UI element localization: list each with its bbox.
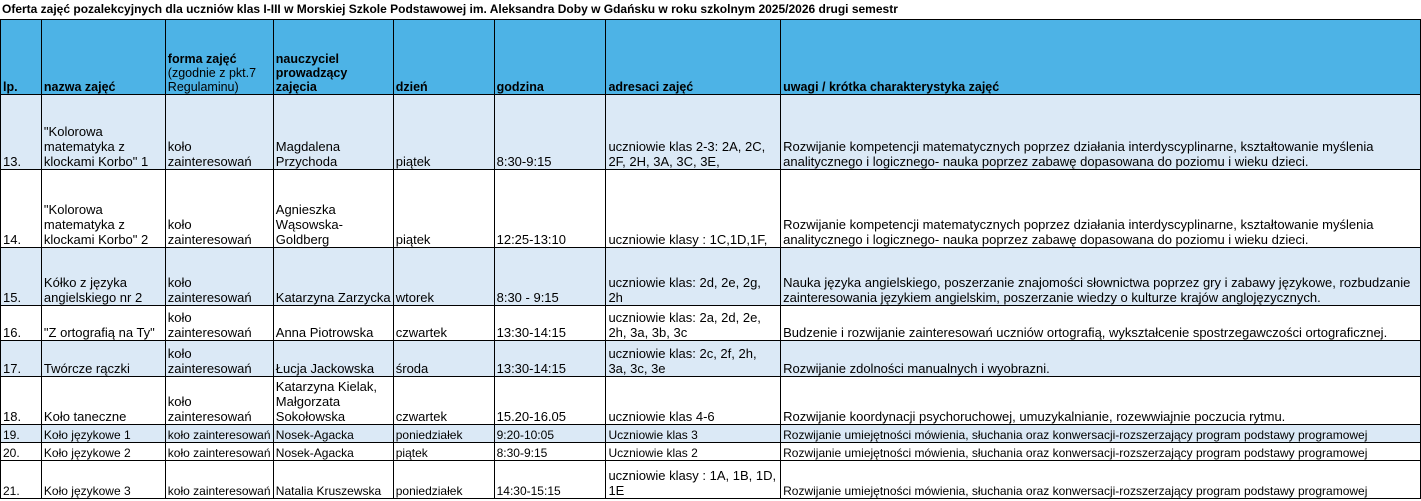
cell-adresaci[interactable]: Uczniowie klas 3 [606, 425, 781, 443]
cell-uwagi[interactable]: Rozwijanie umiejętności mówienia, słuchania oraz konwersacji-rozszerzający program podstawy programowej [781, 461, 1421, 499]
cell-godzina[interactable]: 13:30-14:15 [494, 341, 606, 377]
cell-lp[interactable]: 18. [1, 377, 42, 425]
cell-nazwa[interactable]: Koło taneczne [41, 377, 165, 425]
cell-adresaci[interactable]: Uczniowie klas 2 [606, 443, 781, 461]
cell-forma[interactable]: koło zainteresowań [165, 461, 273, 499]
cell-nauczyciel[interactable]: Anna Piotrowska [273, 306, 393, 341]
header-nazwa[interactable]: nazwa zajęć [41, 20, 165, 95]
cell-dzien[interactable]: piątek [393, 170, 494, 248]
cell-nauczyciel[interactable]: Łucja Jackowska [273, 341, 393, 377]
cell-forma[interactable]: koło zainteresowań [165, 377, 273, 425]
header-forma-sub: (zgodnie z pkt.7 Regulaminu) [167, 66, 257, 94]
cell-nazwa[interactable]: Koło językowe 1 [41, 425, 165, 443]
cell-dzien[interactable]: poniedziałek [393, 461, 494, 499]
table-row [1, 170, 1421, 248]
cell-nauczyciel[interactable]: Natalia Kruszewska [273, 461, 393, 499]
header-row [1, 20, 1421, 95]
cell-adresaci[interactable]: uczniowie klas: 2c, 2f, 2h, 3a, 3c, 3e [606, 341, 781, 377]
cell-adresaci[interactable]: uczniowie klas: 2d, 2e, 2g, 2h [606, 248, 781, 306]
header-adresaci[interactable]: adresaci zajęć [606, 20, 781, 95]
cell-nauczyciel[interactable]: Nosek-Agacka [273, 425, 393, 443]
table-row [1, 377, 1421, 425]
table-row [1, 461, 1421, 499]
activities-table [0, 19, 1421, 499]
cell-nazwa[interactable]: "Z ortografią na Ty" [41, 306, 165, 341]
cell-godzina[interactable]: 8:30-9:15 [494, 95, 606, 170]
cell-godzina[interactable]: 13:30-14:15 [494, 306, 606, 341]
cell-godzina[interactable]: 14:30-15:15 [494, 461, 606, 499]
cell-nauczyciel[interactable]: Nosek-Agacka [273, 443, 393, 461]
cell-nauczyciel[interactable]: Katarzyna Kielak, Małgorzata Sokołowska [273, 377, 393, 425]
table-row [1, 248, 1421, 306]
header-lp[interactable]: lp. [1, 20, 42, 95]
cell-dzien[interactable]: czwartek [393, 377, 494, 425]
cell-uwagi[interactable]: Rozwijanie umiejętności mówienia, słuchania oraz konwersacji-rozszerzający program podstawy programowej [781, 443, 1421, 461]
cell-lp[interactable]: 20. [1, 443, 42, 461]
cell-lp[interactable]: 14. [1, 170, 42, 248]
cell-forma[interactable]: koło zainteresowań [165, 306, 273, 341]
cell-adresaci[interactable]: uczniowie klas 4-6 [606, 377, 781, 425]
sheet-title: Oferta zajęć pozalekcyjnych dla uczniów klas I-III w Morskiej Szkole Podstawowej im. Aleksandra Doby w Gdańsku w roku szkolnym 2025/2026 drugi semestr [2, 2, 898, 16]
cell-forma[interactable]: koło zainteresowań [165, 425, 273, 443]
header-forma-title: forma zajęć [167, 52, 237, 66]
cell-dzien[interactable]: czwartek [393, 306, 494, 341]
cell-uwagi[interactable]: Rozwijanie koordynacji psychoruchowej, umuzykalnianie, rozewwiajnie poczucia rytmu. [781, 377, 1421, 425]
header-forma[interactable] [165, 20, 273, 95]
cell-adresaci[interactable]: uczniowie klas 2-3: 2A, 2C, 2F, 2H, 3A, 3C, 3E, [606, 95, 781, 170]
cell-lp[interactable]: 15. [1, 248, 42, 306]
cell-lp[interactable]: 13. [1, 95, 42, 170]
cell-uwagi[interactable]: Budzenie i rozwijanie zainteresowań uczniów ortografią, wykształcenie spostrzegawczości ortograficznej. [781, 306, 1421, 341]
cell-lp[interactable]: 21. [1, 461, 42, 499]
header-nauczyciel[interactable]: nauczyciel prowadzący zajęcia [273, 20, 393, 95]
cell-uwagi[interactable]: Rozwijanie umiejętności mówienia, słuchania oraz konwersacji-rozszerzający program podstawy programowej [781, 425, 1421, 443]
cell-godzina[interactable]: 9:20-10:05 [494, 425, 606, 443]
table-row [1, 95, 1421, 170]
table-row [1, 443, 1421, 461]
table-row [1, 341, 1421, 377]
cell-adresaci[interactable]: uczniowie klasy : 1C,1D,1F, [606, 170, 781, 248]
header-godzina[interactable]: godzina [494, 20, 606, 95]
cell-godzina[interactable]: 8:30 - 9:15 [494, 248, 606, 306]
cell-godzina[interactable]: 12:25-13:10 [494, 170, 606, 248]
cell-nazwa[interactable]: Twórcze rączki [41, 341, 165, 377]
cell-forma[interactable]: koło zainteresowań [165, 248, 273, 306]
cell-nazwa[interactable]: Koło językowe 3 [41, 461, 165, 499]
cell-lp[interactable]: 19. [1, 425, 42, 443]
cell-nazwa[interactable]: "Kolorowa matematyka z klockami Korbo" 2 [41, 170, 165, 248]
cell-lp[interactable]: 17. [1, 341, 42, 377]
cell-dzien[interactable]: wtorek [393, 248, 494, 306]
cell-uwagi[interactable]: Nauka języka angielskiego, poszerzanie znajomości słownictwa poprzez gry i zabawy językowe, rozbudzanie zainteresowania językiem angielskim, poszerzanie wiedzy o kulturze krajów anglojęzycznych. [781, 248, 1421, 306]
cell-uwagi[interactable]: Rozwijanie zdolności manualnych i wyobrazni. [781, 341, 1421, 377]
cell-dzien[interactable]: poniedziałek [393, 425, 494, 443]
cell-dzien[interactable]: środa [393, 341, 494, 377]
cell-nauczyciel[interactable]: Agnieszka Wąsowska-Goldberg [273, 170, 393, 248]
header-uwagi[interactable]: uwagi / krótka charakterystyka zajęć [781, 20, 1421, 95]
table-row [1, 306, 1421, 341]
table-row [1, 425, 1421, 443]
cell-nauczyciel[interactable]: Katarzyna Zarzycka [273, 248, 393, 306]
cell-uwagi[interactable]: Rozwijanie kompetencji matematycznych poprzez działania interdyscyplinarne, kształtowanie myślenia analitycznego i logicznego- nauka poprzez zabawę dopasowana do poziomu i wieku dzieci. [781, 95, 1421, 170]
cell-dzien[interactable]: piątek [393, 443, 494, 461]
cell-uwagi[interactable]: Rozwijanie kompetencji matematycznych poprzez działania interdyscyplinarne, kształtowanie myślenia analitycznego i logicznego- nauka poprzez zabawę dopasowana do poziomu i wieku dzieci. [781, 170, 1421, 248]
cell-adresaci[interactable]: uczniowie klasy : 1A, 1B, 1D, 1E [606, 461, 781, 499]
cell-forma[interactable]: koło zainteresowań [165, 341, 273, 377]
cell-forma[interactable]: koło zainteresowań [165, 95, 273, 170]
cell-forma[interactable]: koło zainteresowań [165, 170, 273, 248]
cell-godzina[interactable]: 15.20-16.05 [494, 377, 606, 425]
cell-lp[interactable]: 16. [1, 306, 42, 341]
cell-nazwa[interactable]: Kółko z języka angielskiego nr 2 [41, 248, 165, 306]
cell-nazwa[interactable]: Koło językowe 2 [41, 443, 165, 461]
cell-godzina[interactable]: 8:30-9:15 [494, 443, 606, 461]
cell-nauczyciel[interactable]: Magdalena Przychoda [273, 95, 393, 170]
cell-forma[interactable]: koło zainteresowań [165, 443, 273, 461]
cell-dzien[interactable]: piątek [393, 95, 494, 170]
cell-adresaci[interactable]: uczniowie klas: 2a, 2d, 2e, 2h, 3a, 3b, 3c [606, 306, 781, 341]
cell-nazwa[interactable]: "Kolorowa matematyka z klockami Korbo" 1 [41, 95, 165, 170]
header-dzien[interactable]: dzień [393, 20, 494, 95]
